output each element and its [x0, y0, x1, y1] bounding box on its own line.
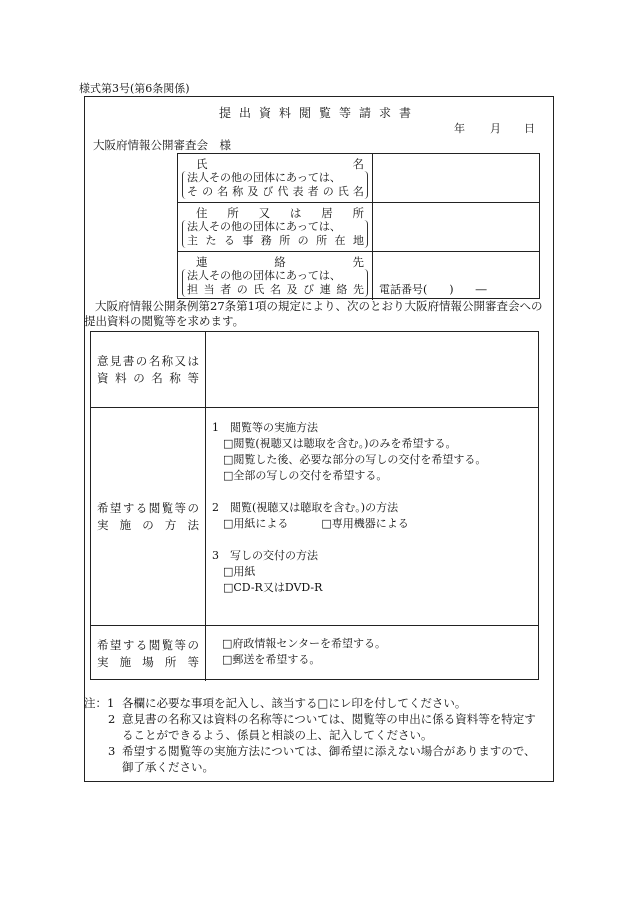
method-label-line2: [97, 517, 199, 534]
intro-text: [84, 299, 554, 329]
label-char: 覧: [161, 637, 174, 652]
address-note-line1: 法人その他の団体にあっては、: [187, 220, 341, 233]
label-char: 担: [187, 283, 198, 296]
label-char: の: [135, 353, 148, 368]
method-label: [91, 408, 206, 625]
place-label: [91, 626, 206, 681]
label-char: 施: [119, 654, 132, 669]
checkbox-view-only[interactable]: □閲覧(視聴又は聴取を含む。)のみを希望する。: [212, 437, 457, 450]
label-char: る: [135, 637, 148, 652]
label-char: 実: [97, 517, 109, 532]
checkbox-paper-copy[interactable]: □用紙: [212, 565, 256, 578]
label-char: 者: [220, 283, 232, 296]
label-char: 事: [242, 234, 254, 247]
method-label-line1: [97, 500, 199, 517]
place-label-line2: [97, 654, 199, 671]
contact-heading: [196, 254, 364, 270]
label-char: 施: [119, 517, 132, 532]
label-char: の: [142, 517, 154, 532]
label-char: 氏: [337, 185, 349, 198]
checkbox-paper-or-device[interactable]: □用紙による □専用機器による: [212, 517, 409, 530]
note-3: [84, 743, 554, 775]
note-1-key: 注：1: [84, 696, 115, 710]
label-char: 実: [97, 654, 109, 669]
label-char: 所: [316, 234, 328, 247]
label-char: 希: [97, 637, 109, 652]
request-table: [90, 331, 539, 680]
label-char: 称: [169, 370, 181, 385]
applicant-table: [177, 153, 540, 299]
method-section-1-heading: 1 閲覧等の実施方法: [212, 421, 318, 434]
checkbox-view-then-copy[interactable]: □閲覧した後、必要な部分の写しの交付を希望する。: [212, 453, 487, 466]
intro-line2: 提出資料の閲覧等を求めます。: [84, 314, 245, 328]
label-char: の: [133, 370, 145, 385]
applicant-contact-field[interactable]: [373, 252, 539, 300]
label-char: の: [202, 185, 214, 198]
label-char: 名: [352, 157, 364, 171]
label-char: の: [322, 185, 334, 198]
contact-note: [182, 269, 368, 297]
applicant-name-field[interactable]: [373, 154, 539, 202]
label-char: 等: [187, 654, 199, 669]
label-char: 連: [319, 283, 331, 296]
place-row: [91, 626, 538, 681]
applicant-contact-label: [178, 252, 373, 300]
date-year: 年: [454, 122, 465, 135]
notes: [84, 695, 554, 775]
label-char: 当: [203, 283, 215, 296]
label-char: 所: [352, 206, 364, 220]
label-char: は: [187, 353, 199, 368]
label-char: 法: [187, 517, 199, 532]
label-char: 氏: [196, 157, 208, 171]
label-char: 料: [115, 370, 127, 385]
label-char: 先: [352, 283, 364, 296]
checkbox-cd-dvd[interactable]: □CD-R又はDVD-R: [212, 581, 323, 594]
label-char: 在: [334, 234, 346, 247]
name-heading: [196, 156, 364, 172]
note-2-text-line1: 意見書の名称又は資料の名称等については、閲覧等の申出に係る資料等を特定す: [122, 712, 536, 726]
label-char: の: [187, 500, 199, 515]
label-char: 望: [109, 500, 122, 515]
form-title: 提出資料閲覧等請求書: [218, 106, 419, 120]
label-char: は: [289, 206, 302, 220]
document-name-label: [91, 332, 206, 407]
checkbox-info-center[interactable]: □府政情報センターを希望する。: [222, 637, 386, 650]
label-char: る: [135, 500, 148, 515]
name-note: [182, 171, 368, 199]
label-char: の: [236, 283, 248, 296]
applicant-address-row: [178, 203, 539, 252]
name-note-line2: [187, 185, 367, 199]
checkbox-copy-all[interactable]: □全部の写しの交付を希望する。: [212, 469, 388, 482]
document-name-field[interactable]: [206, 332, 538, 407]
form-number: 様式第3号(第6条関係): [79, 82, 190, 95]
phone-number-label: 電話番号( ) ―: [379, 283, 487, 296]
note-1: [84, 695, 554, 711]
label-char: び: [303, 283, 315, 296]
addressee: 大阪府情報公開審査会 様: [93, 138, 231, 152]
label-char: 所: [279, 234, 291, 247]
applicant-contact-row: [178, 252, 539, 300]
label-char: 書: [122, 353, 135, 368]
label-char: す: [122, 637, 135, 652]
label-char: そ: [187, 185, 198, 198]
document-name-row: [91, 332, 538, 408]
method-section-3-heading: 3 写しの交付の方法: [212, 549, 318, 562]
label-char: 絡: [336, 283, 348, 296]
label-char: 住: [196, 206, 208, 220]
label-char: 先: [352, 255, 364, 269]
label-char: 称: [161, 353, 174, 368]
label-char: 代: [277, 185, 289, 198]
address-note: [182, 220, 368, 248]
document-name-label-line2: [97, 370, 199, 387]
label-char: 等: [187, 370, 199, 385]
note-3-key: 3: [108, 744, 116, 758]
applicant-name-label: [178, 154, 373, 202]
label-char: 主: [187, 234, 198, 247]
label-char: 等: [174, 637, 187, 652]
label-char: 名: [269, 283, 281, 296]
note-1-text: 各欄に必要な事項を記入し、該当する□にレ印を付してください。: [122, 696, 467, 710]
method-options: [206, 408, 538, 625]
label-char: 閲: [148, 500, 161, 515]
label-char: 又: [258, 206, 271, 220]
label-char: 望: [109, 637, 122, 652]
address-note-line2: [187, 234, 367, 248]
place-label-line1: [97, 637, 199, 654]
place-options: [206, 626, 538, 681]
document-name-label-line1: [97, 353, 199, 370]
label-char: 又: [174, 353, 187, 368]
label-char: 及: [286, 283, 298, 296]
label-char: 表: [292, 185, 304, 198]
label-char: 氏: [253, 283, 265, 296]
label-char: び: [262, 185, 274, 198]
label-char: 閲: [148, 637, 161, 652]
applicant-address-label: [178, 203, 373, 251]
label-char: 見: [109, 353, 122, 368]
applicant-name-row: [178, 154, 539, 203]
label-char: 務: [260, 234, 272, 247]
label-char: 居: [321, 206, 333, 220]
label-char: 所: [227, 206, 239, 220]
label-char: 資: [97, 370, 109, 385]
date-day: 日: [524, 122, 535, 135]
contact-note-line1: 法人その他の団体にあっては、: [187, 269, 341, 282]
label-char: 方: [164, 517, 177, 532]
method-section-2-heading: 2 閲覧(視聴又は聴取を含む。)の方法: [212, 501, 399, 514]
label-char: 場: [142, 654, 154, 669]
label-char: 名: [151, 370, 163, 385]
label-char: す: [122, 500, 135, 515]
label-char: 覧: [161, 500, 174, 515]
label-char: 希: [97, 500, 109, 515]
intro-line1: 大阪府情報公開条例第27条第1項の規定により、次のとおり大阪府情報公開審査会への: [95, 299, 543, 313]
label-char: 名: [148, 353, 161, 368]
label-char: の: [187, 637, 199, 652]
note-2: [84, 711, 554, 743]
checkbox-mail[interactable]: □郵送を希望する。: [222, 653, 321, 666]
label-char: 名: [217, 185, 229, 198]
label-char: 地: [352, 234, 364, 247]
method-row: [91, 408, 538, 626]
applicant-address-field[interactable]: [373, 203, 539, 251]
label-char: 称: [232, 185, 244, 198]
label-char: 及: [247, 185, 259, 198]
note-2-key: 2: [108, 712, 116, 726]
note-2-text-line2: ることができるよう、係員と相談の上、記入してください。: [122, 728, 433, 742]
name-note-line1: 法人その他の団体にあっては、: [187, 171, 341, 184]
label-char: 所: [164, 654, 177, 669]
contact-note-line2: [187, 283, 367, 297]
date-month: 月: [490, 122, 501, 135]
label-char: 絡: [274, 255, 286, 269]
label-char: 者: [307, 185, 319, 198]
label-char: の: [297, 234, 309, 247]
note-3-text-line2: 御了承ください。: [122, 760, 214, 774]
label-char: 連: [196, 255, 208, 269]
note-3-text-line1: 希望する閲覧等の実施方法については、御希望に添えない場合がありますので、: [122, 744, 536, 758]
address-heading: [196, 205, 364, 221]
label-char: る: [223, 234, 235, 247]
label-char: 意: [97, 353, 109, 368]
label-char: 名: [352, 185, 364, 198]
label-char: 等: [174, 500, 187, 515]
label-char: た: [205, 234, 217, 247]
